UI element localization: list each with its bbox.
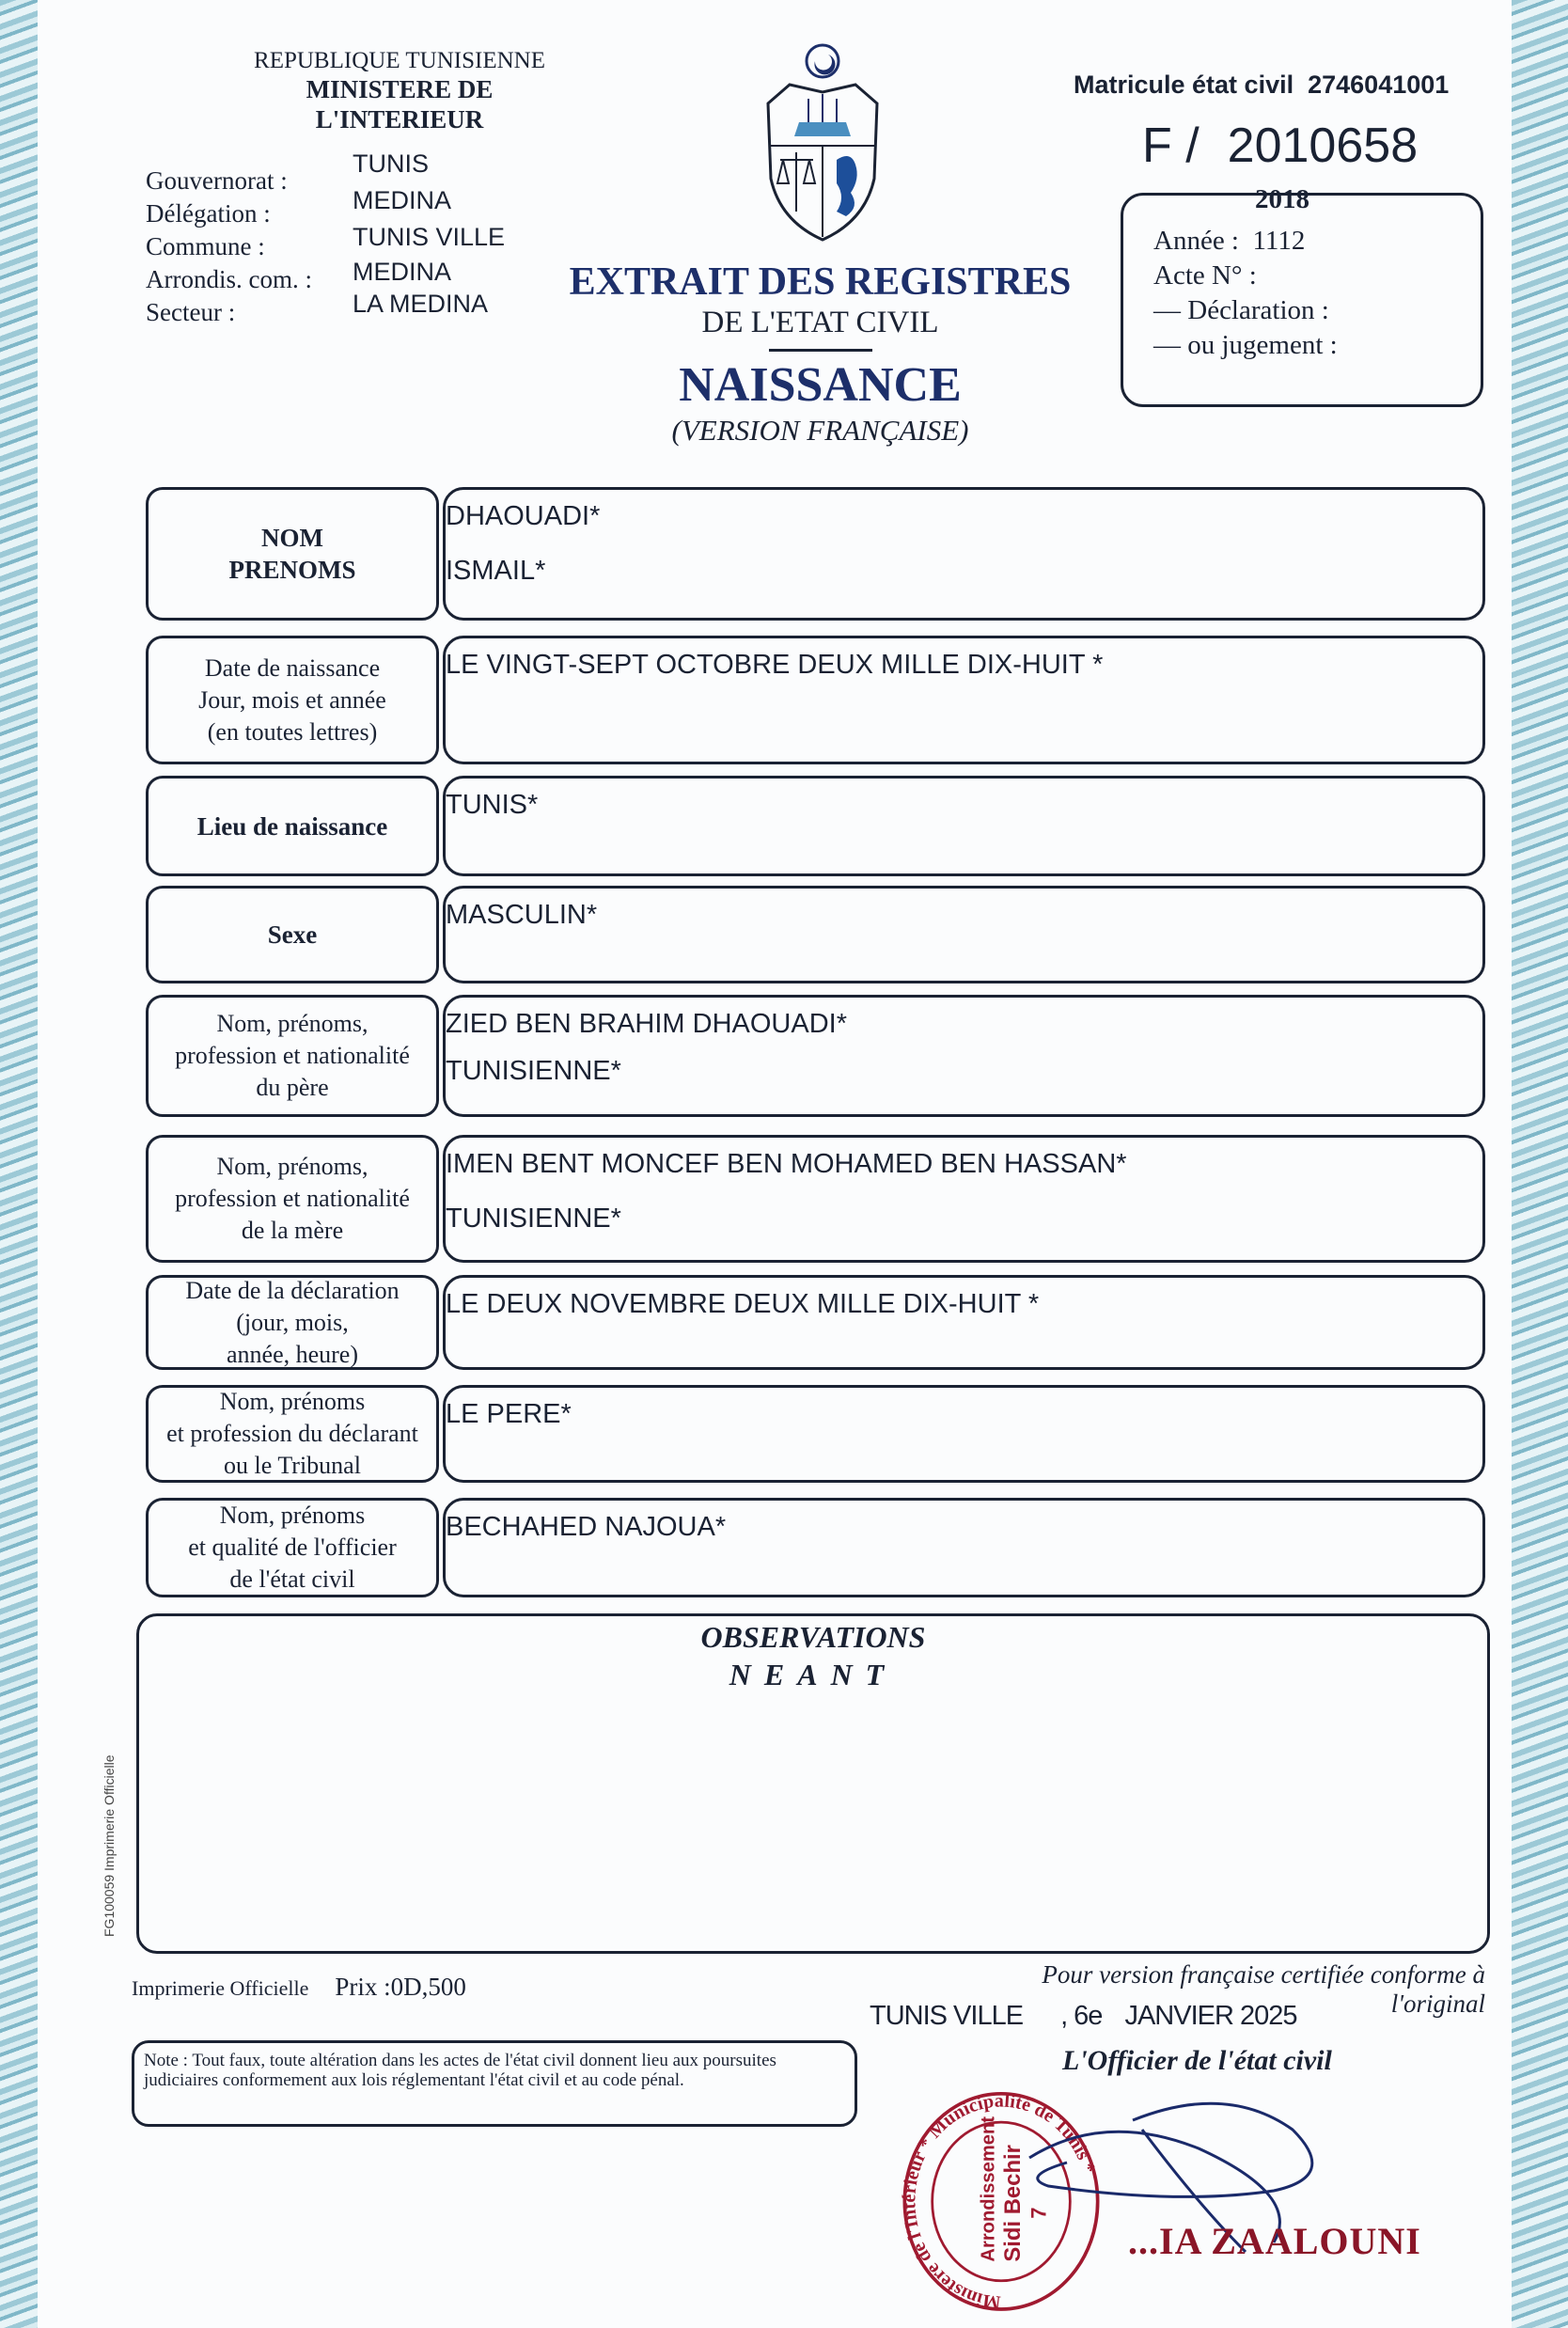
matricule	[1074, 71, 1449, 100]
record-row	[146, 776, 1485, 876]
field-label	[146, 1385, 439, 1483]
record-row	[146, 636, 1485, 764]
value-delegation: MEDINA	[353, 186, 452, 214]
value-commune: TUNIS VILLE	[353, 223, 506, 251]
record-row	[146, 886, 1485, 983]
declaration-label: — Déclaration :	[1153, 295, 1329, 325]
label-line: et profession du déclarant	[166, 1420, 418, 1447]
matricule-label: Matricule état civil	[1074, 71, 1294, 99]
legal-note: Note : Tout faux, toute altération dans les actes de l'état civil donnent lieu aux poursuites judiciaires conformement aux lois réglementant l'état civil et au code pénal.	[132, 2040, 857, 2127]
annee-value: 1112	[1252, 226, 1306, 256]
location-labels	[146, 165, 312, 329]
field-label	[146, 487, 439, 621]
field-label	[146, 886, 439, 983]
observations-value: NEANT	[729, 1658, 898, 1691]
title-line1: EXTRAIT DES REGISTRES	[569, 260, 1072, 304]
label-delegation: Délégation :	[146, 199, 271, 228]
acte-box	[1121, 184, 1483, 407]
field-label	[146, 995, 439, 1117]
value-line: TUNISIENNE*	[446, 1056, 621, 1086]
officer-name-stamp: ...IA ZAALOUNI	[1128, 2220, 1421, 2262]
value-line: TUNISIENNE*	[446, 1203, 621, 1234]
ministry: MINISTERE DE L'INTERIEUR	[306, 75, 494, 134]
observations-label: OBSERVATIONS	[700, 1620, 926, 1654]
field-value	[443, 776, 1485, 876]
security-border-left	[0, 0, 38, 2328]
place: TUNIS VILLE	[870, 2001, 1024, 2031]
divider	[769, 349, 872, 352]
field-value	[443, 636, 1485, 764]
field-value	[443, 1135, 1485, 1263]
label-arrondissement: Arrondis. com. :	[146, 265, 312, 293]
value-line: LE VINGT-SEPT OCTOBRE DEUX MILLE DIX-HUIT *	[446, 650, 1104, 680]
label-line: (en toutes lettres)	[207, 717, 378, 746]
label-line: Lieu de naissance	[196, 811, 388, 841]
label-line: année, heure)	[226, 1340, 359, 1368]
value-line: ISMAIL*	[446, 556, 546, 586]
stamp-number: 7	[1027, 2207, 1051, 2219]
label-line: ou le Tribunal	[224, 1452, 361, 1479]
value-line: DHAOUADI*	[446, 501, 601, 531]
record-row	[146, 487, 1485, 621]
label-line: profession et nationalité	[175, 1042, 410, 1069]
record-row	[146, 1135, 1485, 1263]
field-value	[443, 1498, 1485, 1597]
value-arrondissement: MEDINA	[353, 258, 452, 286]
stamp-outer-text: Ministère de l'Intérieur * Municipalité de Tunis *	[899, 2090, 1100, 2313]
field-label	[146, 1498, 439, 1597]
value-line: BECHAHED NAJOUA*	[446, 1512, 727, 1542]
record-row	[146, 995, 1485, 1117]
label-line: profession et nationalité	[175, 1185, 410, 1212]
field-value	[443, 995, 1485, 1117]
certification-text: Pour version française certifiée conforme à l'original	[1042, 1960, 1485, 2018]
field-label	[146, 1275, 439, 1370]
value-line: TUNIS*	[446, 790, 539, 820]
label-line: (jour, mois,	[236, 1308, 349, 1336]
version-label: (VERSION FRANÇAISE)	[671, 414, 969, 447]
price: Prix :0D,500	[335, 1973, 466, 2001]
label-line: NOM	[261, 524, 323, 552]
printer-name: Imprimerie Officielle	[132, 1976, 309, 2000]
label-line: Date de naissance	[204, 653, 381, 682]
location-values	[353, 146, 505, 320]
value-line: ZIED BEN BRAHIM DHAOUADI*	[446, 1009, 847, 1039]
acte-label: Acte N° :	[1153, 260, 1257, 291]
label-line: Nom, prénoms,	[216, 1010, 368, 1037]
jugement-label: — ou jugement :	[1153, 330, 1338, 360]
field-label	[146, 1135, 439, 1263]
label-secteur: Secteur :	[146, 298, 236, 326]
value-line: LE PERE*	[446, 1399, 572, 1429]
security-border-right	[1512, 0, 1568, 2328]
form-prefix: F /	[1142, 118, 1200, 173]
record-row	[146, 1385, 1485, 1483]
issuer-header	[226, 47, 573, 135]
value-line: MASCULIN*	[446, 900, 598, 930]
field-value	[443, 487, 1485, 621]
date-month-year: JANVIER 2025	[1124, 2001, 1297, 2031]
label-line: Jour, mois et année	[198, 685, 386, 714]
stamp-inner1: Arrondissement	[978, 2116, 999, 2262]
observations-box	[136, 1613, 1490, 1954]
value-line: LE DEUX NOVEMBRE DEUX MILLE DIX-HUIT *	[446, 1289, 1040, 1319]
title-line2: DE L'ETAT CIVIL	[701, 306, 939, 339]
form-number-value: 2010658	[1227, 118, 1419, 173]
label-line: Sexe	[267, 920, 318, 949]
annee-label: Année :	[1153, 226, 1239, 256]
matricule-value: 2746041001	[1308, 71, 1450, 99]
label-gouvernorat: Gouvernorat :	[146, 166, 288, 195]
field-value	[443, 1275, 1485, 1370]
label-line: Nom, prénoms	[219, 1502, 366, 1529]
record-row	[146, 1498, 1485, 1597]
value-gouvernorat: TUNIS	[353, 149, 429, 178]
record-row	[146, 1275, 1485, 1370]
stamp-inner2: Sidi Bechir	[1000, 2145, 1027, 2262]
republic: REPUBLIQUE TUNISIENNE	[254, 48, 545, 73]
label-line: Nom, prénoms,	[216, 1153, 368, 1180]
side-printer-mark: FG100059 Imprimerie Officielle	[102, 1754, 117, 1937]
label-line: de l'état civil	[229, 1565, 355, 1593]
value-line: IMEN BENT MONCEF BEN MOHAMED BEN HASSAN*	[446, 1149, 1127, 1179]
field-label	[146, 776, 439, 876]
field-value	[443, 886, 1485, 983]
field-value	[443, 1385, 1485, 1483]
label-commune: Commune :	[146, 232, 265, 260]
year-value: 2018	[1255, 184, 1309, 214]
printer-info	[132, 1973, 466, 2002]
date-day: , 6e	[1060, 2001, 1103, 2031]
officer-title: L'Officier de l'état civil	[1062, 2045, 1332, 2076]
label-line: Date de la déclaration	[185, 1276, 400, 1304]
label-line: de la mère	[241, 1217, 344, 1244]
label-line: Nom, prénoms	[219, 1388, 366, 1415]
document-title	[564, 259, 1076, 448]
form-number	[1142, 118, 1418, 174]
label-line: PRENOMS	[228, 556, 356, 584]
act-type: NAISSANCE	[679, 358, 962, 412]
place-date	[870, 2001, 1296, 2032]
label-line: du père	[256, 1074, 329, 1101]
coat-of-arms-icon	[757, 38, 888, 244]
value-secteur: LA MEDINA	[353, 290, 489, 318]
field-label	[146, 636, 439, 764]
label-line: et qualité de l'officier	[188, 1534, 397, 1561]
